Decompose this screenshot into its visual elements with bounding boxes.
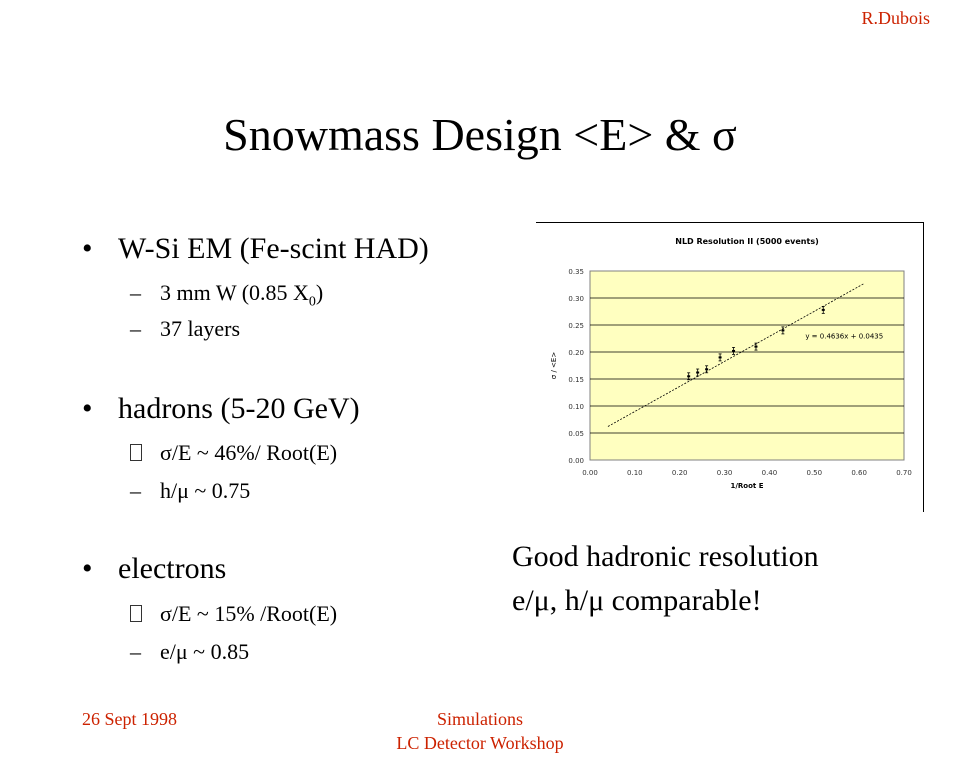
bullet-electrons xyxy=(82,552,226,586)
data-point xyxy=(822,309,825,311)
caption-line-1: Good hadronic resolution xyxy=(512,540,819,573)
dash-marker: – xyxy=(130,280,141,305)
x-tick-label: 0.00 xyxy=(582,469,598,477)
x-tick-label: 0.30 xyxy=(716,469,733,477)
y-tick-label: 0.25 xyxy=(568,322,584,330)
slide-title: Snowmass Design <E> & σ xyxy=(223,109,737,160)
y-tick-label: 0.20 xyxy=(568,349,584,357)
x-tick-label: 0.20 xyxy=(671,469,688,477)
resolution-chart xyxy=(536,222,924,512)
bullet-hadrons xyxy=(82,392,360,426)
sub-item-suffix: ) xyxy=(315,280,324,305)
data-point xyxy=(719,356,722,358)
y-tick-label: 0.15 xyxy=(568,376,584,384)
data-point xyxy=(705,368,708,370)
x-tick-label: 0.70 xyxy=(896,469,912,477)
y-axis-label: σ / <E> xyxy=(550,351,558,380)
x-tick-label: 0.40 xyxy=(761,469,778,477)
resolution-chart-svg xyxy=(536,222,924,512)
bullet-dot: • xyxy=(82,552,93,585)
sub-item-layers xyxy=(130,316,240,342)
missing-glyph-icon xyxy=(130,605,142,622)
dash-marker: – xyxy=(130,478,141,503)
sub-item-text: 3 mm W (0.85 X xyxy=(160,280,309,305)
data-point xyxy=(781,329,784,331)
subscript: 0 xyxy=(308,294,316,310)
data-point xyxy=(754,346,757,348)
sub-item-e-mu xyxy=(130,639,249,665)
bullet-text: electrons xyxy=(118,552,227,585)
fit-equation-label: y = 0.4636x + 0.0435 xyxy=(805,332,884,341)
sub-item-text: σ/E ~ 46%/ Root(E) xyxy=(160,440,338,465)
data-point xyxy=(732,350,735,352)
bullet-text: W-Si EM (Fe-scint HAD) xyxy=(118,232,429,265)
sub-item-text: e/μ ~ 0.85 xyxy=(160,639,250,664)
sub-item-w-thickness xyxy=(130,280,323,310)
y-tick-label: 0.00 xyxy=(568,457,584,465)
y-tick-label: 0.05 xyxy=(568,430,584,438)
x-tick-label: 0.10 xyxy=(627,469,643,477)
sub-item-text: 37 layers xyxy=(160,316,241,341)
plot-area xyxy=(590,271,904,460)
bullet-text: hadrons (5-20 GeV) xyxy=(118,392,360,425)
dash-marker: – xyxy=(130,316,141,341)
y-tick-label: 0.10 xyxy=(568,403,584,411)
chart-title: NLD Resolution II (5000 events) xyxy=(675,237,819,246)
caption-line-2: e/μ, h/μ comparable! xyxy=(512,584,762,617)
dash-marker: – xyxy=(130,639,141,664)
footer-date: 26 Sept 1998 xyxy=(82,709,178,729)
x-tick-label: 0.60 xyxy=(851,469,867,477)
x-axis-label: 1/Root E xyxy=(730,482,764,490)
data-point xyxy=(687,375,690,377)
sub-item-text: h/μ ~ 0.75 xyxy=(160,478,251,503)
footer-line-2: LC Detector Workshop xyxy=(396,733,564,753)
bullet-wsi-em xyxy=(82,232,429,266)
sub-item-h-mu xyxy=(130,478,250,504)
x-tick-label: 0.50 xyxy=(806,469,823,477)
data-point xyxy=(696,372,699,374)
y-tick-label: 0.30 xyxy=(568,295,584,303)
sub-item-hadron-resolution xyxy=(130,440,337,466)
footer-line-1: Simulations xyxy=(436,709,523,729)
y-tick-label: 0.35 xyxy=(568,268,584,276)
sub-item-electron-resolution xyxy=(130,601,337,627)
bullet-dot: • xyxy=(82,232,93,265)
author-name: R.Dubois xyxy=(861,8,930,28)
conclusion-caption xyxy=(512,535,819,623)
bullet-dot: • xyxy=(82,392,93,425)
sub-item-text: σ/E ~ 15% /Root(E) xyxy=(160,601,338,626)
missing-glyph-icon xyxy=(130,444,142,461)
